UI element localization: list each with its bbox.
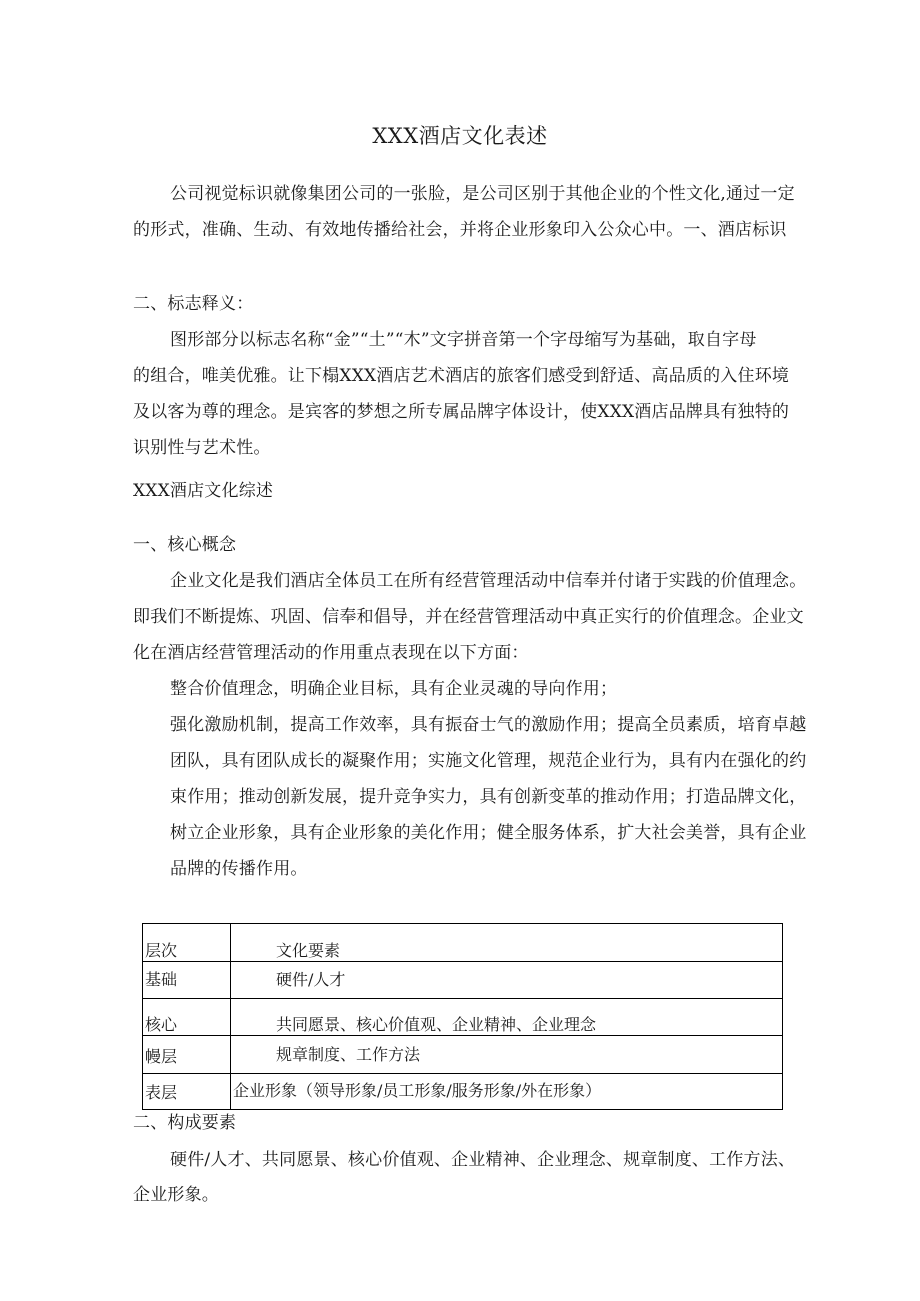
table-cell-level: 核心 (145, 1015, 178, 1034)
document-title: XXX酒店文化表述 (372, 124, 548, 148)
table-rule (230, 923, 231, 1110)
core-line-8: 树立企业形象，具有企业形象的美化作用；健全服务体系，扩大社会美誉，具有企业 (170, 823, 807, 843)
core-line-3: 化在酒店经营管理活动的作用重点表现在以下方面： (133, 643, 529, 663)
table-rule (782, 923, 783, 1110)
core-line-2: 即我们不断提炼、巩固、信奉和倡导，并在经营管理活动中真正实行的价值理念。企业文 (133, 607, 804, 627)
table-cell-elements: 共同愿景、核心价值观、企业精神、企业理念 (276, 1015, 597, 1034)
table-rule (142, 923, 143, 1110)
core-line-4: 整合价值理念，明确企业目标，具有企业灵魂的导向作用； (170, 679, 618, 699)
logo-section-heading: 二、标志释义： (133, 294, 254, 314)
composition-line-2: 企业形象。 (133, 1185, 219, 1205)
core-line-7: 束作用；推动创新发展，提升竞争实力，具有创新变革的推动作用；打造品牌文化， (170, 787, 807, 807)
logo-line-4: 识别性与艺术性。 (133, 438, 271, 458)
table-rule (142, 1109, 783, 1110)
overview-title: XXX酒店文化综述 (133, 481, 274, 501)
table-rule (142, 998, 783, 999)
table-rule (142, 1035, 783, 1036)
intro-line-1: 公司视觉标识就像集团公司的一张脸，是公司区别于其他企业的个性文化,通过一定 (170, 184, 795, 204)
core-line-9: 品牌的传播作用。 (170, 859, 308, 879)
core-line-5: 强化激励机制，提高工作效率，具有振奋士气的激励作用；提高全员素质，培育卓越 (170, 715, 807, 735)
table-rule (142, 1073, 783, 1074)
logo-line-3: 及以客为尊的理念。是宾客的梦想之所专属品牌字体设计，使XXX酒店品牌具有独特的 (133, 402, 790, 422)
table-rule (142, 923, 783, 924)
table-rule (142, 961, 783, 962)
table-header-level: 层次 (145, 941, 178, 960)
intro-line-2: 的形式，准确、生动、有效地传播给社会，并将企业形象印入公众心中。一、酒店标识 (133, 220, 787, 240)
table-cell-level: 表层 (145, 1083, 178, 1102)
core-heading: 一、核心概念 (133, 535, 237, 555)
table-cell-elements: 企业形象（领导形象/员工形象/服务形象/外在形象） (233, 1081, 602, 1100)
logo-line-2: 的组合，唯美优雅。让下榻XXX酒店艺术酒店的旅客们感受到舒适、高品质的入住环境 (133, 366, 790, 386)
table-cell-level: 幔层 (145, 1047, 178, 1066)
core-line-6: 团队，具有团队成长的凝聚作用；实施文化管理，规范企业行为，具有内在强化的约 (170, 751, 807, 771)
logo-line-1: 图形部分以标志名称“金”“土”“木”文字拼音第一个字母缩写为基础，取自字母 (170, 330, 757, 350)
table-cell-elements: 硬件/人才 (276, 970, 346, 989)
composition-line-1: 硬件/人才、共同愿景、核心价值观、企业精神、企业理念、规章制度、工作方法、 (170, 1150, 796, 1170)
core-line-1: 企业文化是我们酒店全体员工在所有经营管理活动中信奉并付诸于实践的价值理念。 (170, 571, 807, 591)
table-cell-elements: 规章制度、工作方法 (276, 1045, 421, 1064)
table-cell-level: 基础 (145, 970, 178, 989)
table-header-elements: 文化要素 (276, 941, 341, 960)
composition-heading: 二、构成要素 (133, 1113, 237, 1133)
